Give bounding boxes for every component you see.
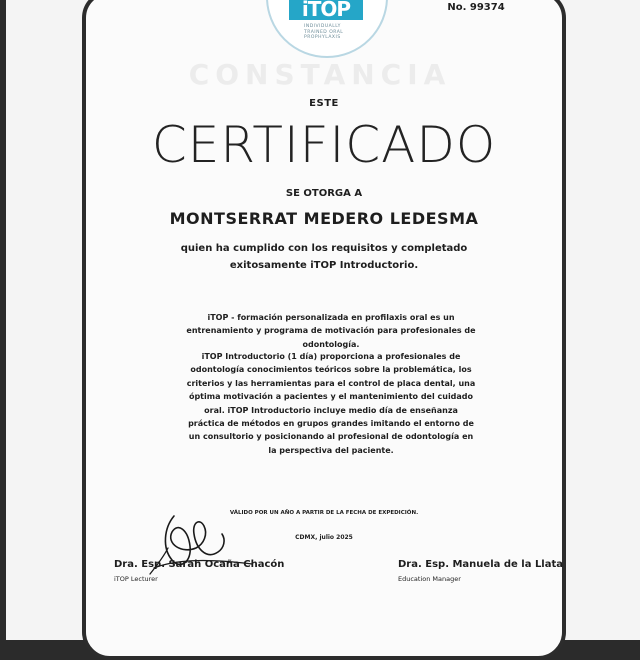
heading-este: ESTE — [309, 98, 339, 109]
place-date: CDMX, julio 2025 — [295, 534, 353, 541]
signatory-right-role: Education Manager — [398, 575, 461, 583]
signatory-left-name: Dra. Esp. Sarah Ocaña Chacón — [114, 559, 285, 570]
validity-note: VÁLIDO POR UN AÑO A PARTIR DE LA FECHA DE EXPEDICIÓN. — [229, 510, 419, 516]
requirements-line-2: exitosamente iTOP Introductorio. — [229, 260, 419, 271]
heading-otorga: SE OTORGA A — [285, 188, 363, 199]
recipient-name: MONTSERRAT MEDERO LEDESMA — [169, 209, 479, 228]
certificate-title: CERTIFICADO — [151, 116, 497, 174]
signatory-left-role: iTOP Lecturer — [114, 575, 158, 583]
logo-tagline: INDIVIDUALLY TRAINED ORAL PROPHYLAXIS — [304, 24, 344, 40]
watermark-text: CONSTANCIA — [188, 58, 452, 91]
certificate-number: No. 99374 — [447, 2, 505, 13]
description-paragraph-2: iTOP Introductorio (1 día) proporciona a profesionales de odontología conocimientos teóricos sobre la problemática, los criterios y las herramientas para el control de placa dental, una óptima motivación a pacientes y el mantenimiento del cuidado oral. iTOP Introductorio incluye medio día de enseñanza práctica de métodos en grupos grandes imitando el entorno de un consultorio y posicionando al profesional de odontología en la perspectiva del paciente. — [186, 352, 476, 455]
scan-edge — [0, 0, 6, 640]
itop-logo: iTOP — [289, 0, 363, 20]
signatory-right-name: Dra. Esp. Manuela de la Llata — [398, 559, 564, 570]
description-paragraph-1: iTOP - formación personalizada en profilaxis oral es un entrenamiento y programa de motivación para profesionales de odontología. — [186, 313, 476, 349]
handwritten-signature — [134, 508, 254, 584]
requirements-line-1: quien ha cumplido con los requisitos y completado — [180, 243, 468, 254]
